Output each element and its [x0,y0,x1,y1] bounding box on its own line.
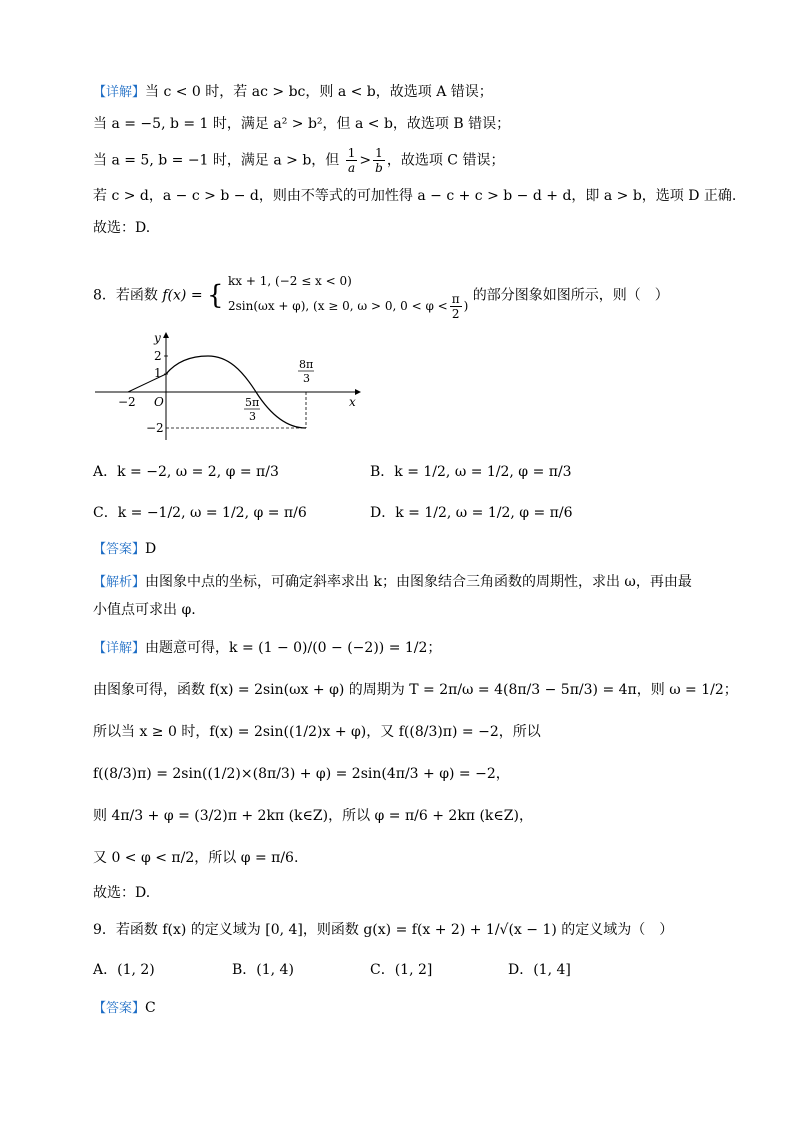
q8-brace: { [207,280,224,311]
detail-8-line-5: 则 4π/3 + φ = (3/2)π + 2kπ (k∈Z)，所以 φ = π/6 + 2kπ (k∈Z)， [93,808,533,824]
detail8-tag: 【详解】 [93,641,146,656]
option-9B: B．(1, 4) [232,962,294,978]
option-9C: C．(1, 2] [370,962,433,978]
detail-line-1 [93,82,493,103]
tick-label-5pi-den: 3 [249,410,256,423]
answer-text: D [145,541,157,557]
function-graph [90,322,370,444]
q8-cases [228,270,468,321]
answer9-text: C [145,1000,156,1016]
frac-1-over-b: $\frac{1}{b}$ [375,146,383,175]
q8-tail: 的部分图象如图所示，则（ ） [472,287,669,304]
detail-line-4: 若 c > d，a − c > b − d，则由不等式的可加性得 a − c + c > b − d + d，即 a > b，选项 D 正确. [93,188,737,204]
detail8-d1: 由题意可得，k = (1 − 0)/(0 − (−2)) = 1/2； [145,640,442,656]
analysis-8-line-2: 小值点可求出 φ. [93,602,196,618]
tick-label-y1: 1 [154,366,162,380]
x-label: x [349,395,356,409]
option-8A: A．k = −2, ω = 2, φ = π/3 [93,464,279,480]
detail-text: 当 c < 0 时，若 ac > bc，则 a < b，故选项 A 错误； [145,84,493,100]
origin-label: O [154,395,164,409]
tick-label-8pi-num: 8π [299,358,314,371]
q8-fx: f(x) = [162,287,203,304]
detail-line-2: 当 a = −5, b = 1 时，满足 a² > b²，但 a < b，故选项 B 错误； [93,116,511,132]
tick-label-yn2: −2 [146,421,164,435]
line3-post: ，故选项 C 错误； [386,152,505,169]
tick-label-y2: 2 [154,349,162,363]
detail-8-line-7: 故选：D. [93,885,151,901]
q8-case2: 2sin(ωx + φ), (x ≥ 0, ω > 0, 0 < φ < [228,299,448,313]
option-9A: A．(1, 2) [93,962,155,978]
q8-case2-row: 2sin(ωx + φ), (x ≥ 0, ω > 0, 0 < φ < $\frac{\pi}{2}$ ) [228,292,469,321]
question-8 [93,270,669,321]
answer-8 [93,539,156,560]
q8-case2-end: ) [463,299,469,313]
detail-line-5: 故选：D. [93,220,151,236]
tick-label-5pi-num: 5π [245,396,260,409]
tick-label-xn2: −2 [118,395,136,409]
detail-8-line-4: f((8/3)π) = 2sin((1/2)×(8π/3) + φ) = 2sin(4π/3 + φ) = −2， [93,766,510,782]
q8-number: 8．若函数 [93,287,158,304]
detail-line-3: 当 a = 5, b = −1 时，满足 a > b，但 $\frac{1}{a}$ > $\frac{1}{b}$ ，故选项 C 错误； [93,146,505,175]
answer-9 [93,998,156,1019]
detail-tag: 【详解】 [93,85,146,100]
analysis-8-line-1 [93,572,692,593]
line3-pre: 当 a = 5, b = −1 时，满足 a > b，但 [93,152,340,169]
option-8B: B．k = 1/2, ω = 1/2, φ = π/3 [370,464,572,480]
option-9D: D．(1, 4] [508,962,571,978]
tick-label-8pi-den: 3 [303,372,310,385]
detail-8-line-1 [93,638,441,659]
detail-8-line-2: 由图象可得，函数 f(x) = 2sin(ωx + φ) 的周期为 T = 2π/ω = 4(8π/3 − 5π/3) = 4π，则 ω = 1/2； [93,682,738,698]
detail-8-line-6: 又 0 < φ < π/2，所以 φ = π/6. [93,850,299,866]
analysis-text-1: 由图象中点的坐标，可确定斜率求出 k；由图象结合三角函数的周期性，求出 ω，再由最 [145,574,692,590]
option-8C: C．k = −1/2, ω = 1/2, φ = π/6 [93,505,307,521]
answer9-tag: 【答案】 [93,1001,146,1016]
x-axis-arrow [355,389,361,395]
detail-8-line-3: 所以当 x ≥ 0 时，f(x) = 2sin((1/2)x + φ)，又 f((8/3)π) = −2，所以 [93,724,541,740]
option-8D: D．k = 1/2, ω = 1/2, φ = π/6 [370,505,573,521]
question-9: 9．若函数 f(x) 的定义域为 [0, 4]，则函数 g(x) = f(x + 2) + 1/√(x − 1) 的定义域为（ ） [93,922,674,938]
answer-tag: 【答案】 [93,542,146,557]
analysis-tag: 【解析】 [93,575,146,590]
q8-case1: kx + 1, (−2 ≤ x < 0) [228,274,352,288]
y-label: y [154,331,161,345]
y-axis-arrow [163,332,169,338]
frac-1-over-a: $\frac{1}{a}$ [347,146,356,175]
